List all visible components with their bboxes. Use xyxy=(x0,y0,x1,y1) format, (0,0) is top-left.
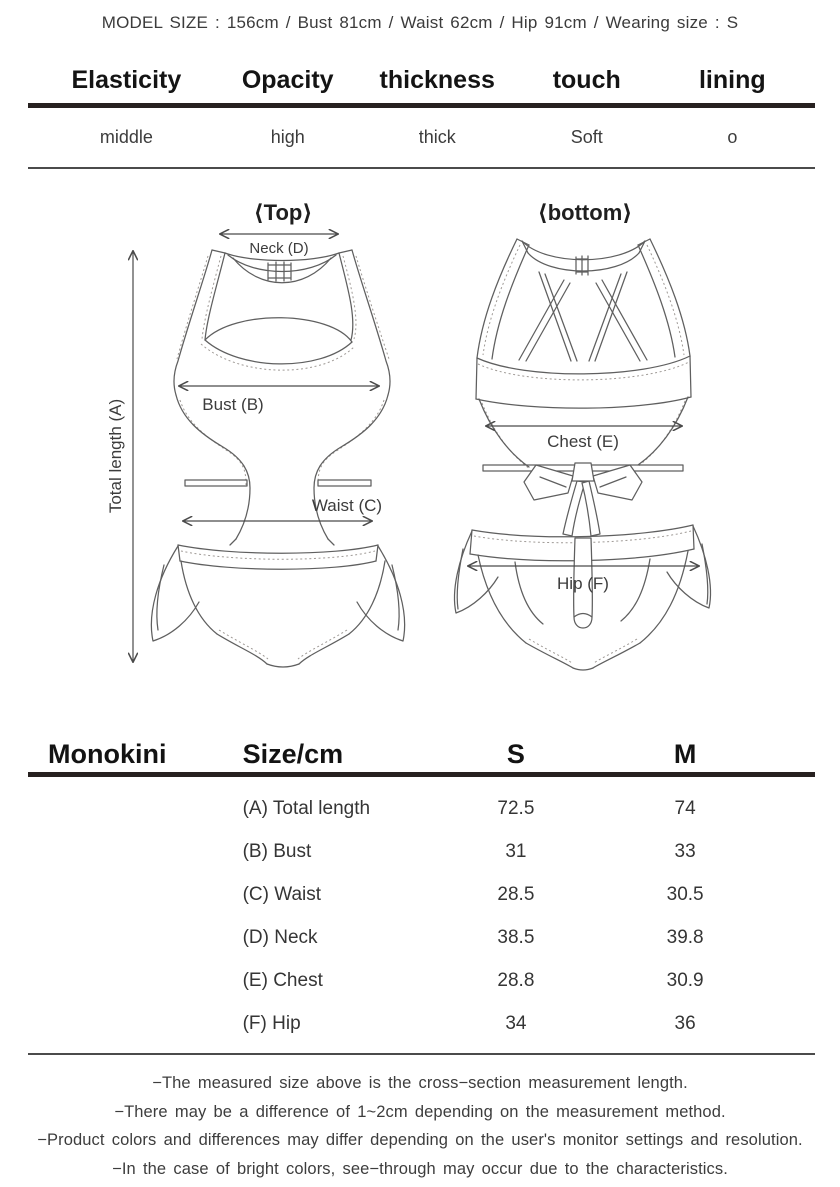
measurement-value-s: 72.5 xyxy=(497,798,535,819)
measurement-label: (C) Waist xyxy=(242,884,322,905)
measurement-value-m: 74 xyxy=(674,798,696,819)
measurement-value-m: 33 xyxy=(674,841,696,862)
measurement-value-m: 36 xyxy=(674,1013,696,1034)
note-line: −There may be a difference of 1~2cm depending on the measurement method. xyxy=(114,1102,726,1121)
measurement-label: (A) Total length xyxy=(242,798,371,819)
property-value-touch: Soft xyxy=(570,127,603,147)
measurement-label: (D) Neck xyxy=(242,927,318,948)
property-value-thickness: thick xyxy=(418,127,456,147)
neck-label: Neck (D) xyxy=(249,240,309,257)
fabric-properties-value-row xyxy=(28,108,815,169)
measurement-value-m: 30.9 xyxy=(666,970,704,991)
measurement-notes xyxy=(0,1069,840,1183)
measurement-value-s: 28.5 xyxy=(497,884,535,905)
fabric-properties-table xyxy=(28,58,815,169)
measurement-value-s: 31 xyxy=(505,841,527,862)
property-header-opacity: Opacity xyxy=(241,66,334,94)
note-line: −The measured size above is the cross−section measurement length. xyxy=(152,1074,688,1092)
size-table-row-chest xyxy=(28,959,815,1002)
measurement-label: (B) Bust xyxy=(242,841,312,862)
property-header-touch: touch xyxy=(552,66,621,94)
bust-label: Bust (B) xyxy=(202,395,264,414)
measurement-label: (F) Hip xyxy=(242,1013,301,1034)
property-value-opacity: high xyxy=(270,127,305,147)
size-table-row-total-length xyxy=(28,787,815,830)
note-line: −Product colors and differences may differ depending on the user's monitor settings and resolution. xyxy=(37,1131,803,1149)
size-unit-header: Size/cm xyxy=(242,739,344,769)
garment-measurement-diagrams xyxy=(0,193,840,690)
measurement-label: (E) Chest xyxy=(242,970,323,991)
fabric-properties-header-row xyxy=(28,58,815,108)
size-table-body xyxy=(28,777,815,1055)
property-header-lining: lining xyxy=(698,66,766,94)
property-header-elasticity: Elasticity xyxy=(71,66,182,94)
diagram-top-heading: ⟨Top⟩ xyxy=(253,200,313,225)
size-table-row-neck xyxy=(28,916,815,959)
note-line: −In the case of bright colors, see−through may occur due to the characteristics. xyxy=(112,1159,728,1178)
model-size-info: MODEL SIZE : 156cm / Bust 81cm / Waist 62cm / Hip 91cm / Wearing size : S xyxy=(101,13,739,32)
back-swimsuit-drawing xyxy=(454,239,710,670)
waist-label: Waist (C) xyxy=(311,496,383,515)
size-column-m: M xyxy=(673,739,697,769)
size-table-header-row xyxy=(28,722,815,777)
size-table-row-waist xyxy=(28,873,815,916)
product-name: Monokini xyxy=(48,739,167,769)
measurement-value-m: 39.8 xyxy=(666,927,704,948)
property-value-elasticity: middle xyxy=(99,127,153,147)
property-value-lining: o xyxy=(727,127,738,147)
size-table-row-bust xyxy=(28,830,815,873)
total-length-label: Total length (A) xyxy=(106,398,125,514)
front-swimsuit-drawing xyxy=(151,250,404,667)
property-header-thickness: thickness xyxy=(379,66,495,94)
size-table-row-hip xyxy=(28,1002,815,1045)
size-column-s: S xyxy=(506,739,525,769)
size-table xyxy=(28,722,815,1055)
diagram-bottom-heading: ⟨bottom⟩ xyxy=(537,200,633,225)
chest-label: Chest (E) xyxy=(547,432,619,451)
measurement-value-s: 34 xyxy=(505,1013,527,1034)
measurement-value-s: 28.8 xyxy=(497,970,535,991)
hip-label: Hip (F) xyxy=(557,574,609,593)
measurement-value-s: 38.5 xyxy=(497,927,535,948)
measurement-value-m: 30.5 xyxy=(666,884,704,905)
